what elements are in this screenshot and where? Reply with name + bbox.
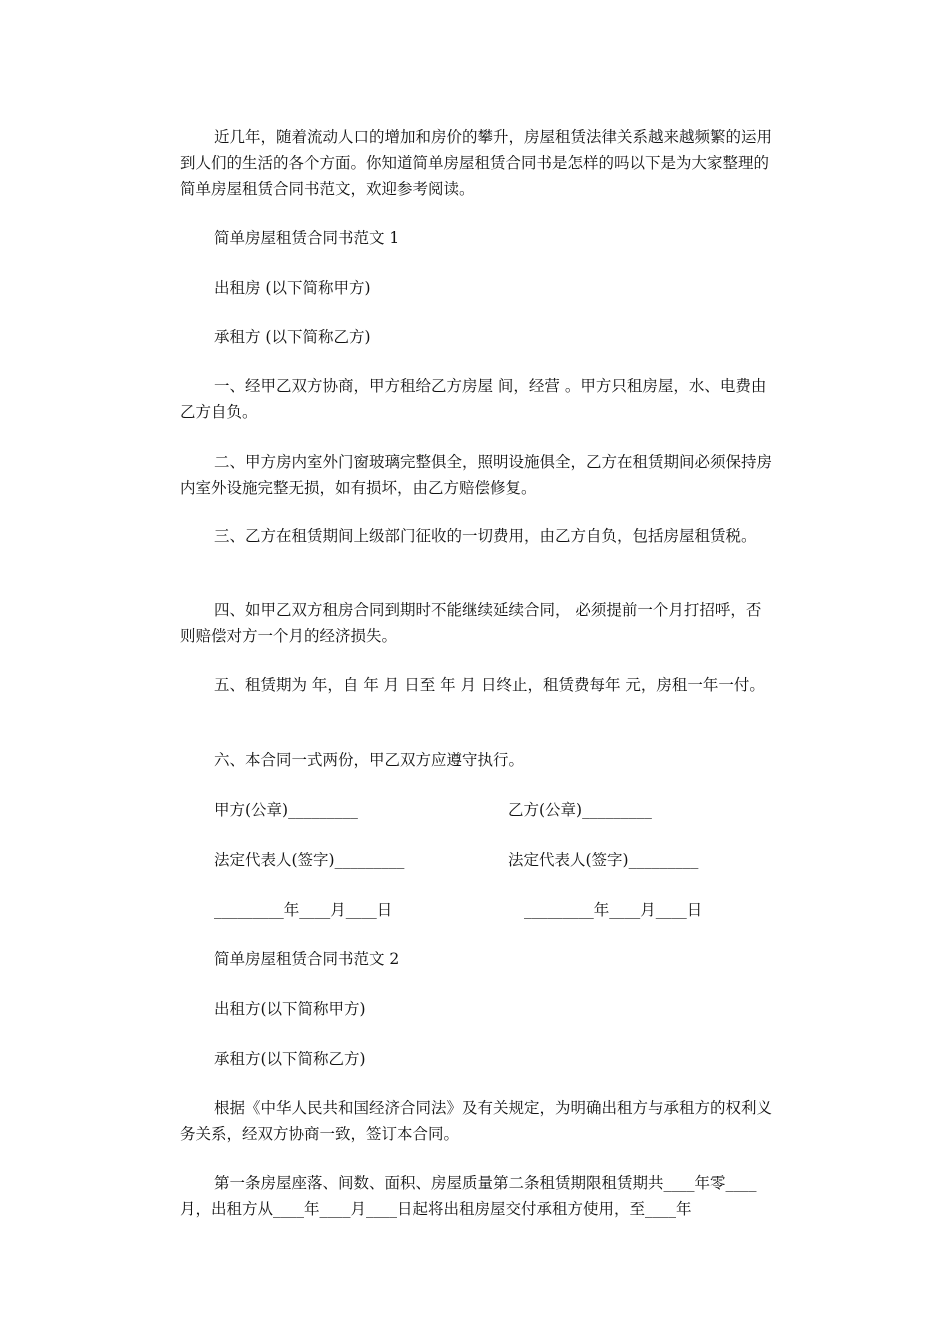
party-a-rep-line: 法定代表人(签字)_________ — [214, 851, 405, 869]
sample1-heading: 简单房屋租赁合同书范文 1 — [214, 229, 400, 247]
sample1-clause-5: 五、租赁期为 年，自 年 月 日至 年 月 日终止，租赁费每年 元，房租一年一付。 — [214, 676, 765, 694]
party-a-date-line: _________年____月____日 — [214, 901, 393, 919]
party-b-seal-line: 乙方(公章)_________ — [508, 801, 652, 819]
sample2-lessee-line: 承租方(以下简称乙方) — [214, 1050, 366, 1068]
sample1-clause-2: 二、甲方房内室外门窗玻璃完整俱全，照明设施俱全，乙方在租赁期间必须保持房内室外设施完整无损，如有损坏，由乙方赔偿修复。 — [180, 453, 773, 497]
intro-paragraph: 近几年，随着流动人口的增加和房价的攀升，房屋租赁法律关系越来越频繁的运用到人们的生活的各个方面。你知道简单房屋租赁合同书是怎样的吗以下是为大家整理的简单房屋租赁合同书范文，欢迎参考阅读。 — [180, 128, 773, 198]
sample1-clause-4: 四、如甲乙双方租房合同到期时不能继续延续合同， 必须提前一个月打招呼，否则赔偿对方一个月的经济损失。 — [180, 601, 762, 645]
party-b-rep-line: 法定代表人(签字)_________ — [508, 851, 699, 869]
sample1-clause-1: 一、经甲乙双方协商，甲方租给乙方房屋 间，经营 。甲方只租房屋，水、电费由乙方自负。 — [180, 377, 767, 421]
sample1-clause-6: 六、本合同一式两份，甲乙双方应遵守执行。 — [214, 751, 525, 769]
sample2-lessor-line: 出租方(以下简称甲方) — [214, 1000, 366, 1018]
sample2-preamble: 根据《中华人民共和国经济合同法》及有关规定，为明确出租方与承租方的权利义务关系，经双方协商一致，签订本合同。 — [180, 1099, 773, 1143]
sample1-lessee-line: 承租方 (以下简称乙方) — [214, 328, 371, 346]
sample2-article-1: 第一条房屋座落、间数、面积、房屋质量第二条租赁期限租赁期共____年零____月，出租方从____年____月____日起将出租房屋交付承租方使用，至____年 — [180, 1174, 757, 1218]
party-b-date-line: _________年____月____日 — [524, 901, 703, 919]
sample1-clause-3: 三、乙方在租赁期间上级部门征收的一切费用，由乙方自负，包括房屋租赁税。 — [214, 527, 757, 545]
sample1-lessor-line: 出租房 (以下简称甲方) — [214, 279, 371, 297]
sample2-heading: 简单房屋租赁合同书范文 2 — [214, 950, 400, 968]
party-a-seal-line: 甲方(公章)_________ — [214, 801, 358, 819]
